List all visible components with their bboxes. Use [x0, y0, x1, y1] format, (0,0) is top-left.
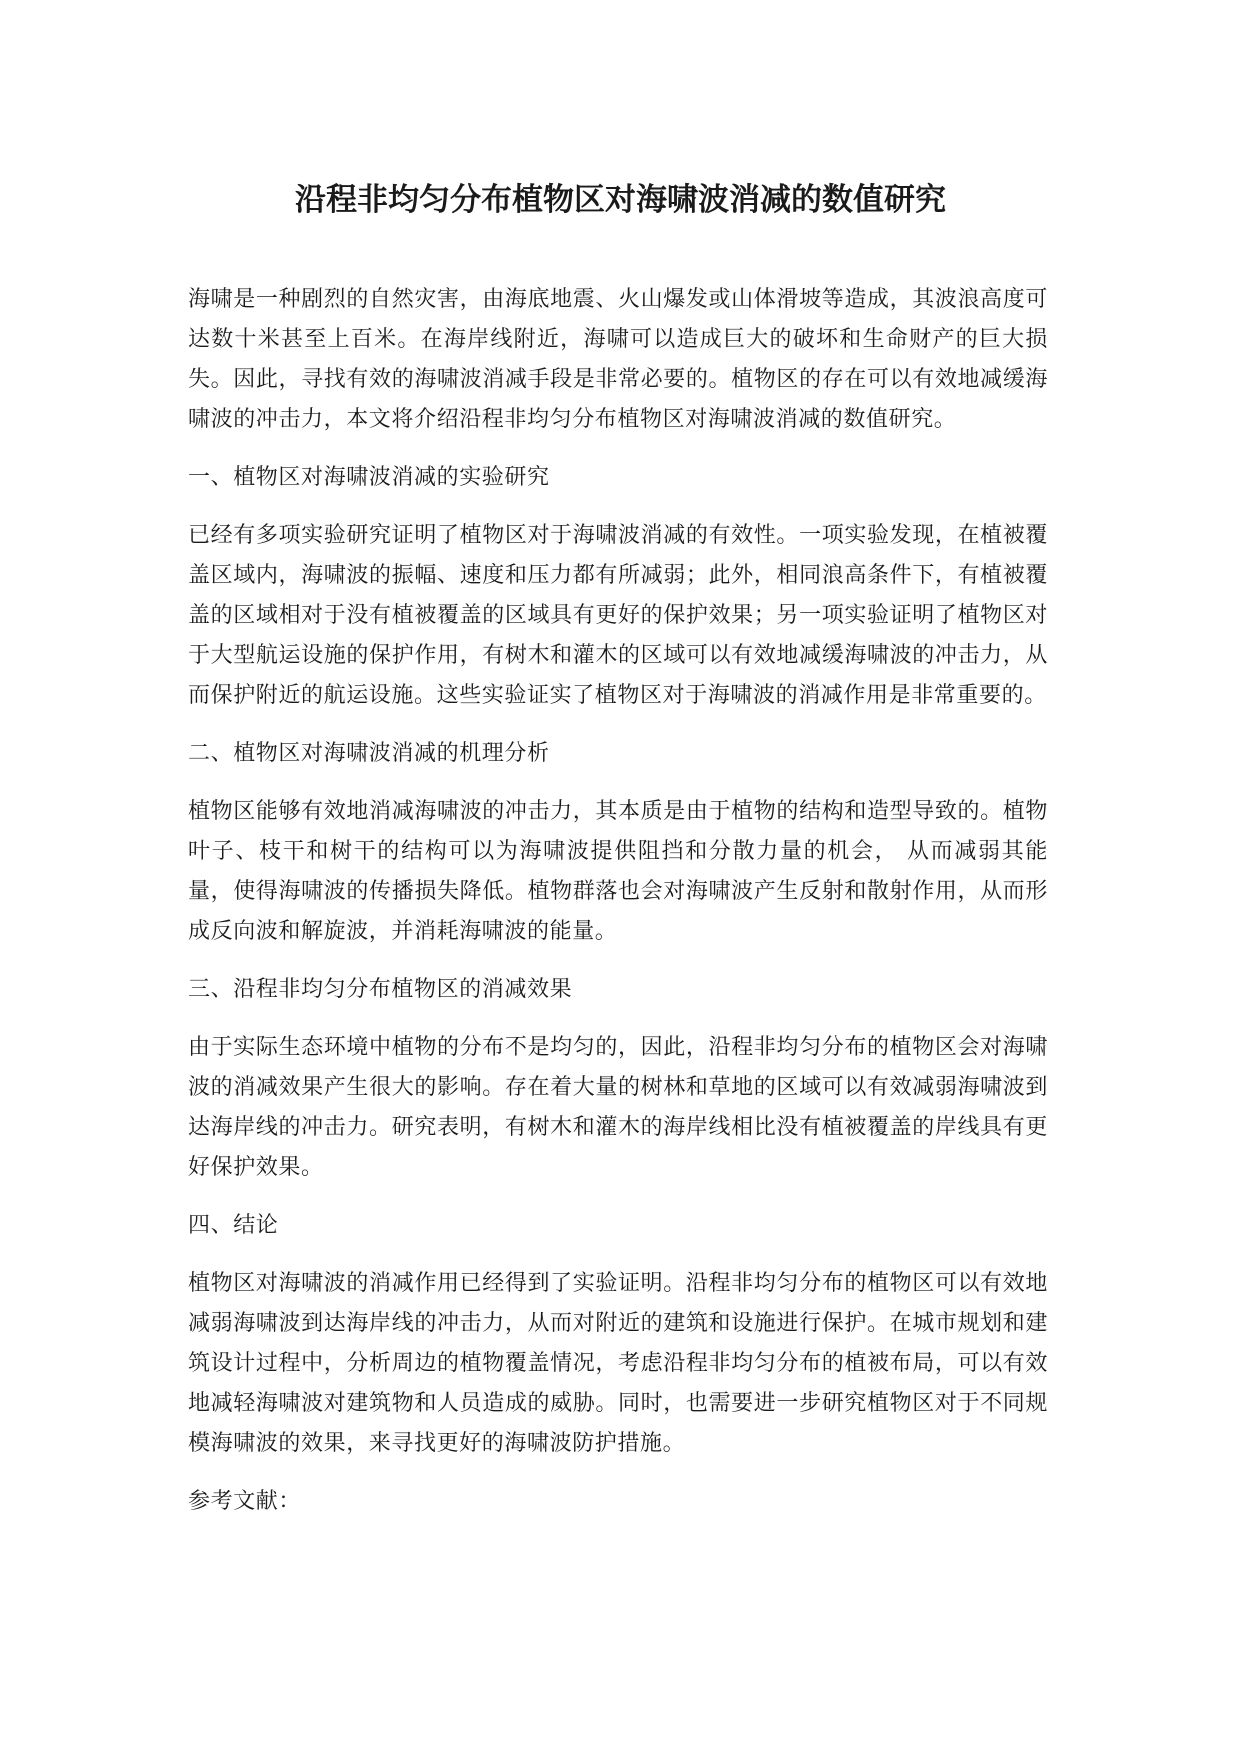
section-body-1: 已经有多项实验研究证明了植物区对于海啸波消减的有效性。一项实验发现，在植被覆盖区域内，海啸波的振幅、速度和压力都有所减弱；此外，相同浪高条件下，有植被覆盖的区域相对于没有植被覆盖的区域具有更好的保护效果；另一项实验证明了植物区对于大型航运设施的保护作用，有树木和灌木的区域可以有效地减缓海啸波的冲击力，从而保护附近的航运设施。这些实验证实了植物区对于海啸波的消减作用是非常重要的。: [188, 523, 1048, 708]
section-heading-2: 二、植物区对海啸波消减的机理分析: [188, 741, 550, 766]
section-body-3: 由于实际生态环境中植物的分布不是均匀的，因此，沿程非均匀分布的植物区会对海啸波的消减效果产生很大的影响。存在着大量的树林和草地的区域可以有效减弱海啸波到达海岸线的冲击力。研究表明，有树木和灌木的海岸线相比没有植被覆盖的岸线具有更好保护效果。: [188, 1035, 1048, 1180]
section-heading-3: 三、沿程非均匀分布植物区的消减效果: [188, 977, 573, 1002]
document-body: [188, 280, 1048, 1522]
section-heading-4: 四、结论: [188, 1213, 279, 1238]
document-title: 沿程非均匀分布植物区对海啸波消减的数值研究: [295, 182, 946, 218]
references-label: 参考文献：: [188, 1489, 302, 1514]
intro-paragraph: 海啸是一种剧烈的自然灾害，由海底地震、火山爆发或山体滑坡等造成，其波浪高度可达数十米甚至上百米。在海岸线附近，海啸可以造成巨大的破坏和生命财产的巨大损失。因此，寻找有效的海啸波消减手段是非常必要的。植物区的存在可以有效地减缓海啸波的冲击力，本文将介绍沿程非均匀分布植物区对海啸波消减的数值研究。: [188, 287, 1048, 432]
section-body-2: 植物区能够有效地消减海啸波的冲击力，其本质是由于植物的结构和造型导致的。植物叶子、枝干和树干的结构可以为海啸波提供阻挡和分散力量的机会， 从而减弱其能量，使得海啸波的传播损失降低。植物群落也会对海啸波产生反射和散射作用，从而形成反向波和解旋波，并消耗海啸波的能量。: [188, 799, 1048, 944]
section-body-4: 植物区对海啸波的消减作用已经得到了实验证明。沿程非均匀分布的植物区可以有效地减弱海啸波到达海岸线的冲击力，从而对附近的建筑和设施进行保护。在城市规划和建筑设计过程中，分析周边的植物覆盖情况，考虑沿程非均匀分布的植被布局，可以有效地减轻海啸波对建筑物和人员造成的威胁。同时，也需要进一步研究植物区对于不同规模海啸波的效果，来寻找更好的海啸波防护措施。: [188, 1271, 1048, 1456]
section-heading-1: 一、植物区对海啸波消减的实验研究: [188, 465, 550, 490]
